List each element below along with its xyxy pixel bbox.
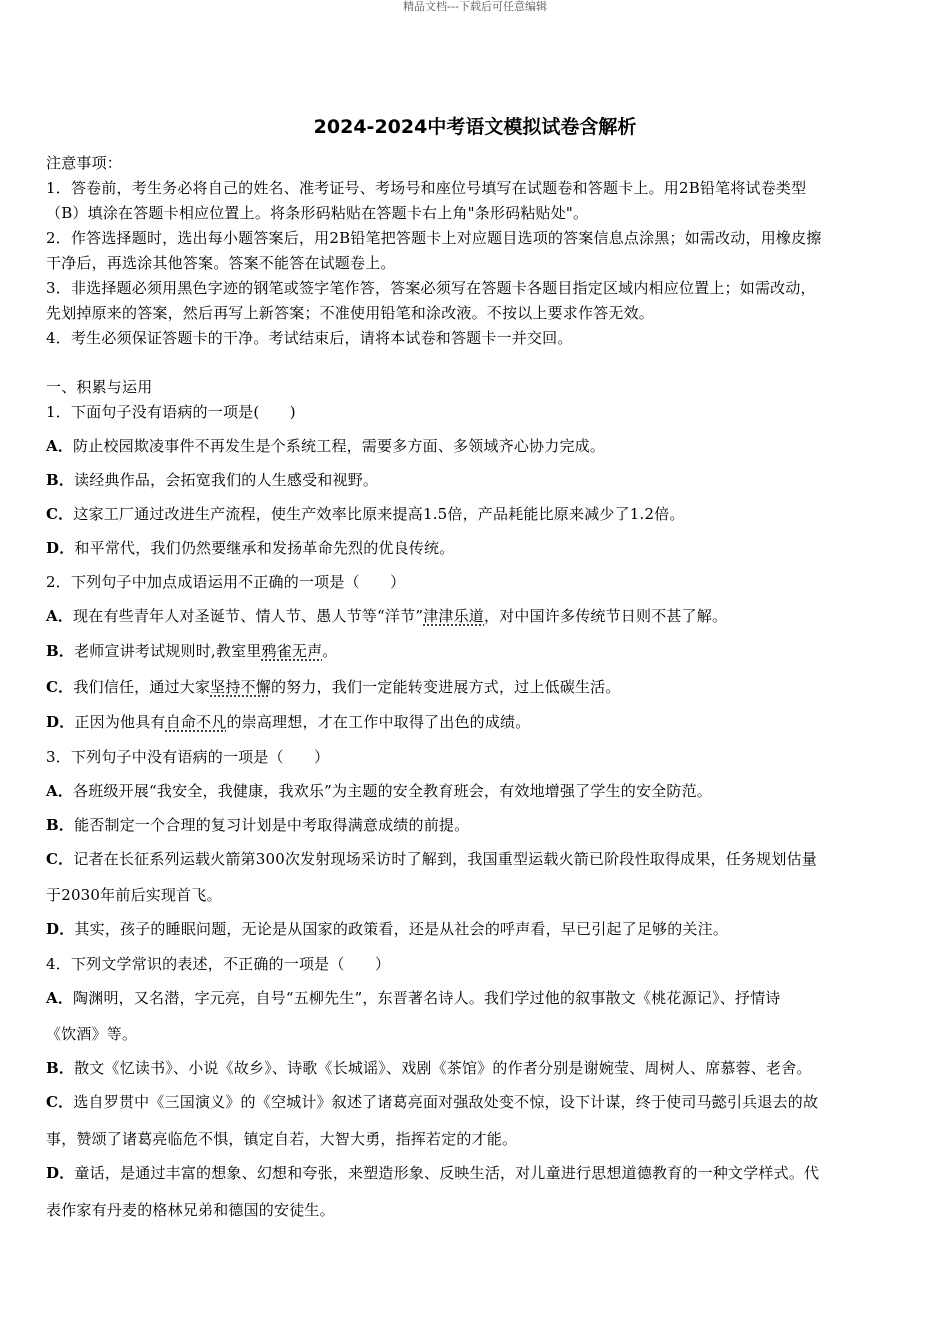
option-text: 能否制定一个合理的复习计划是中考取得满意成绩的前提。: [74, 816, 470, 834]
option-text: 的努力，我们一定能转变进展方式，过上低碳生活。: [270, 678, 621, 696]
option-a: [46, 435, 605, 456]
option-a: [46, 780, 712, 801]
header-note: 精品文档---下载后可任意编辑: [403, 0, 547, 13]
dotted-idiom: 自命不凡: [165, 713, 227, 731]
option-label: A．: [46, 782, 74, 800]
option-text: 和平常代，我们仍然要继承和发扬革命先烈的优良传统。: [74, 539, 455, 557]
question-stem: 2．下列句子中加点成语运用不正确的一项是（ ）: [46, 573, 406, 591]
notice-line: 先划掉原来的答案，然后再写上新答案；不准使用铅笔和涂改液。不按以上要求作答无效。: [46, 304, 655, 322]
option-b: [46, 814, 469, 835]
option-label: A．: [46, 607, 74, 625]
notice-line: （B）填涂在答题卡相应位置上。将条形码粘贴在答题卡右上角"条形码粘贴处"。: [46, 204, 589, 222]
option-c: [46, 848, 817, 869]
option-a: [46, 987, 781, 1008]
option-d-cont: 表作家有丹麦的格林兄弟和德国的安徒生。: [46, 1201, 335, 1219]
option-text: 正因为他具有: [74, 713, 166, 731]
option-text: 的崇高理想，才在工作中取得了出色的成绩。: [226, 713, 531, 731]
option-label: D．: [46, 539, 75, 557]
option-b: [46, 1057, 812, 1078]
notice-heading: 注意事项：: [46, 154, 123, 172]
option-text: 现在有些青年人对圣诞节、情人节、愚人节等“洋节”: [73, 607, 424, 625]
notice-line: 2．作答选择题时，选出每小题答案后，用2B铅笔把答题卡上对应题目选项的答案信息点涂黑；如需改动，用橡皮擦: [46, 229, 822, 247]
option-d: [46, 711, 530, 732]
dotted-idiom: 鸦雀无声: [261, 642, 323, 660]
page-title: 2024-2024中考语文模拟试卷含解析: [313, 116, 637, 138]
option-text: 童话，是通过丰富的想象、幻想和夸张，来塑造形象、反映生活，对儿童进行思想道德教育的一种文学样式。代: [74, 1164, 820, 1182]
section-heading: 一、积累与运用: [46, 378, 153, 396]
dotted-idiom: 坚持不懈: [210, 678, 271, 696]
option-text: 读经典作品，会拓宽我们的人生感受和视野。: [74, 471, 379, 489]
option-label: D．: [46, 1164, 75, 1182]
notice-line: 1．答卷前，考生务必将自己的姓名、准考证号、考场号和座位号填写在试题卷和答题卡上。用2B铅笔将试卷类型: [46, 179, 807, 197]
question-stem: 3．下列句子中没有语病的一项是（ ）: [46, 748, 330, 766]
option-label: C．: [46, 678, 74, 696]
option-text: 其实，孩子的睡眠问题，无论是从国家的政策看，还是从社会的呼声看，早已引起了足够的关注。: [74, 920, 729, 938]
dotted-idiom: 津津乐道: [423, 607, 484, 625]
option-label: B．: [46, 816, 75, 834]
option-label: B．: [46, 1059, 75, 1077]
option-text: 我们信任，通过大家: [73, 678, 211, 696]
option-text: 散文《忆读书》、小说《故乡》、诗歌《长城谣》、戏剧《茶馆》的作者分别是谢婉莹、周树人、席慕蓉、老舍。: [74, 1059, 812, 1077]
option-c-cont: 于2030年前后实现首飞。: [46, 886, 222, 904]
option-text: 。: [322, 642, 338, 660]
option-label: A．: [46, 989, 74, 1007]
option-a-cont: 《饮酒》等。: [46, 1025, 138, 1043]
option-label: B．: [46, 642, 75, 660]
option-text: 选自罗贯中《三国演义》的《空城计》叙述了诸葛亮面对强敌处变不惊，设下计谋，终于使司马懿引兵退去的故: [73, 1093, 819, 1111]
option-text: 各班级开展“我安全，我健康，我欢乐”为主题的安全教育班会，有效地增强了学生的安全防范。: [73, 782, 712, 800]
option-label: D．: [46, 920, 75, 938]
option-label: B．: [46, 471, 75, 489]
option-text: 记者在长征系列运载火箭第300次发射现场采访时了解到，我国重型运载火箭已阶段性取得成果，任务规划估量: [73, 850, 817, 868]
option-b: [46, 469, 378, 490]
option-a: [46, 605, 727, 626]
option-text: 防止校园欺凌事件不再发生是个系统工程，需要多方面、多领域齐心协力完成。: [73, 437, 606, 455]
notice-line: 4．考生必须保证答题卡的干净。考试结束后，请将本试卷和答题卡一并交回。: [46, 329, 573, 347]
option-label: D．: [46, 713, 75, 731]
option-c-cont: 事，赞颂了诸葛亮临危不惧，镇定自若，大智大勇，指挥若定的才能。: [46, 1130, 518, 1148]
option-label: A．: [46, 437, 74, 455]
option-d: [46, 918, 728, 939]
question-stem: 4．下列文学常识的表述，不正确的一项是（ ）: [46, 955, 391, 973]
option-d: [46, 537, 454, 558]
option-c: [46, 1091, 818, 1112]
option-c: [46, 503, 685, 524]
option-text: ，对中国许多传统节日则不甚了解。: [484, 607, 728, 625]
option-text: 老师宣讲考试规则时,教室里: [74, 642, 262, 660]
notice-line: 3．非选择题必须用黑色字迹的钢笔或签字笔作答，答案必须写在答题卡各题目指定区域内相应位置上；如需改动，: [46, 279, 816, 297]
option-label: C．: [46, 505, 74, 523]
option-text: 这家工厂通过改进生产流程，使生产效率比原来提高1.5倍，产品耗能比原来减少了1.2倍。: [73, 505, 685, 523]
option-b: [46, 640, 337, 661]
option-text: 陶渊明，又名潜，字元亮，自号“五柳先生”，东晋著名诗人。我们学过他的叙事散文《桃花源记》、抒情诗: [73, 989, 781, 1007]
option-label: C．: [46, 1093, 74, 1111]
notice-line: 干净后，再选涂其他答案。答案不能答在试题卷上。: [46, 254, 396, 272]
question-stem: 1．下面句子没有语病的一项是( ): [46, 403, 296, 421]
option-c: [46, 676, 621, 697]
option-label: C．: [46, 850, 74, 868]
option-d: [46, 1162, 819, 1183]
